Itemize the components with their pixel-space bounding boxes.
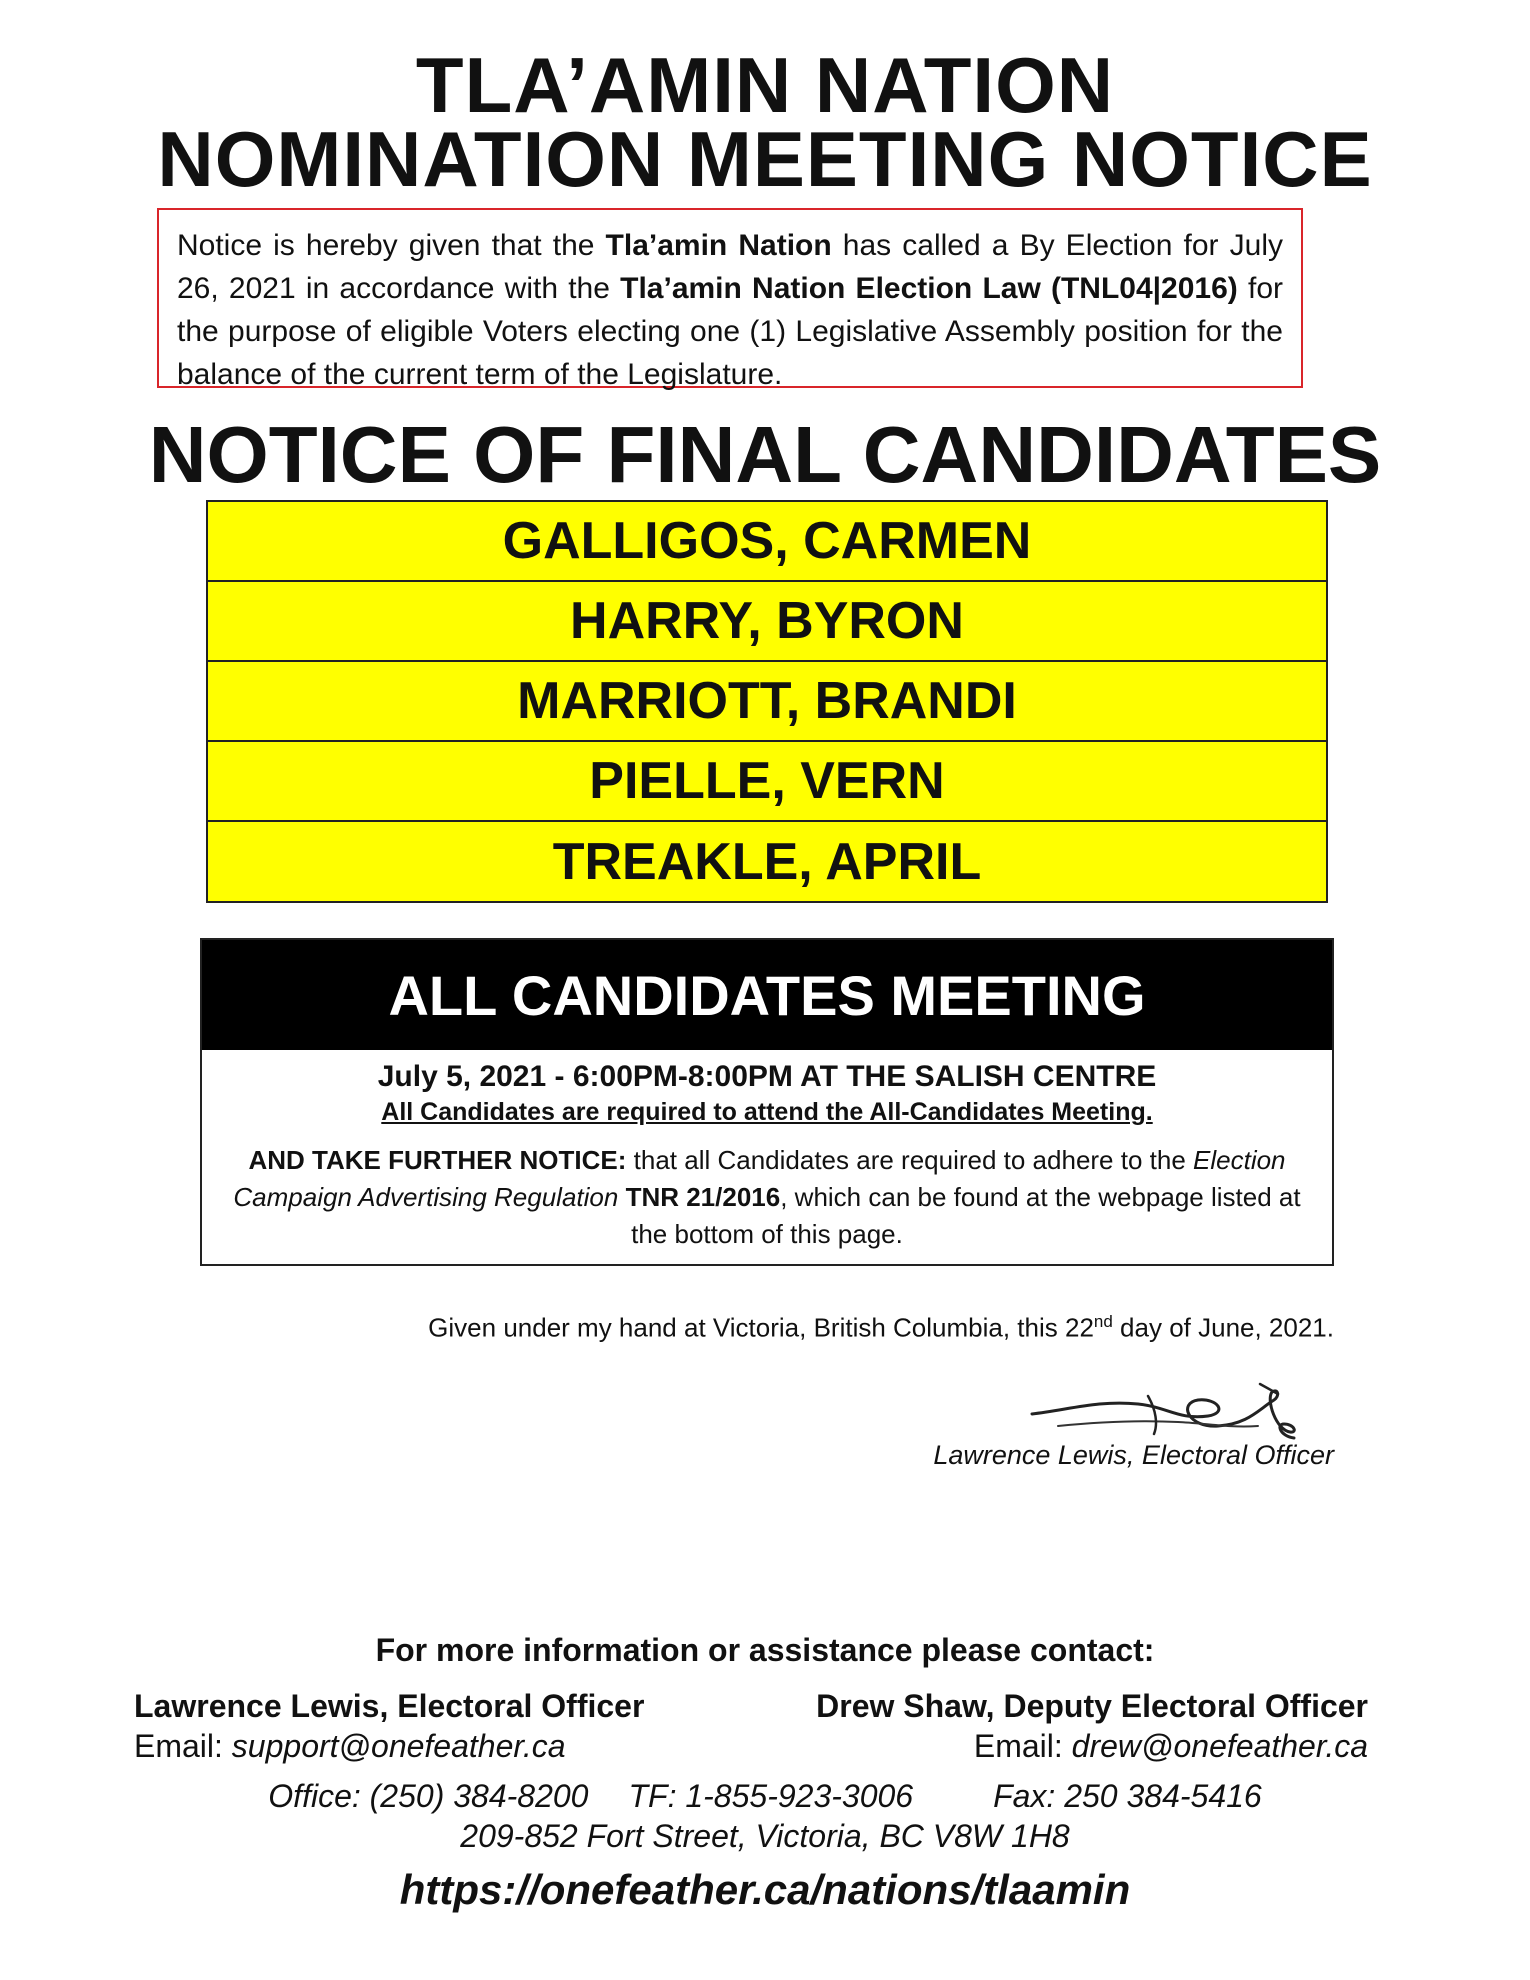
contact-right-email[interactable]: drew@onefeather.ca [1071, 1728, 1368, 1764]
contact-right-name: Drew Shaw, Deputy Electoral Officer [816, 1688, 1368, 1724]
candidate-row: TREAKLE, APRIL [208, 822, 1326, 901]
candidate-row: PIELLE, VERN [208, 742, 1326, 822]
contact-left [134, 1686, 644, 1766]
further-space [618, 1182, 625, 1212]
meeting-datetime: July 5, 2021 - 6:00PM-8:00PM AT THE SALISH CENTRE [377, 1060, 1157, 1093]
title-line-1: TLA’AMIN NATION [415, 41, 1115, 129]
fax-number: Fax: 250 384-5416 [993, 1778, 1262, 1814]
contact-left-email-label: Email: [134, 1728, 232, 1764]
notice-text-3: for the purpose of eligible Voters electing one (1) Legislative Assembly position for the balance of the current term of the Legislature. [177, 272, 1284, 391]
contact-left-email[interactable]: support@onefeather.ca [231, 1728, 566, 1764]
given-statement [428, 1305, 1334, 1345]
meeting-heading: ALL CANDIDATES MEETING [202, 940, 1332, 1050]
signature-name: Lawrence Lewis, Electoral Officer [933, 1440, 1334, 1470]
given-text-before: Given under my hand at Victoria, British Columbia, this 22 [428, 1312, 1094, 1343]
title-line-2: NOMINATION MEETING NOTICE [157, 115, 1373, 203]
office-address: 209-852 Fort Street, Victoria, BC V8W 1H8 [460, 1818, 1070, 1854]
contact-left-email-line [134, 1726, 644, 1766]
notice-bold-nation: Tla’amin Nation [605, 229, 832, 262]
office-phone: Office: (250) 384-8200 [268, 1778, 589, 1814]
given-text-after: day of June, 2021. [1112, 1312, 1334, 1343]
contact-right [816, 1686, 1368, 1766]
further-text-2: , which can be found at the webpage listed at the bottom of this page. [631, 1182, 1301, 1249]
election-notice-box [157, 208, 1303, 391]
meeting-required-note: All Candidates are required to attend the All-Candidates Meeting. [381, 1098, 1153, 1126]
contact-right-email-label: Email: [973, 1728, 1072, 1764]
contact-heading: For more information or assistance please contact: [375, 1632, 1155, 1668]
further-notice-label: AND TAKE FURTHER NOTICE: [248, 1145, 627, 1175]
further-regulation-name: Election Campaign Advertising Regulation [233, 1145, 1286, 1212]
further-notice [222, 1142, 1312, 1253]
further-text-1: that all Candidates are required to adhere to the [626, 1145, 1194, 1175]
contact-left-name: Lawrence Lewis, Electoral Officer [134, 1688, 645, 1724]
office-info [0, 1776, 1530, 1856]
toll-free-phone: TF: 1-855-923-3006 [628, 1778, 914, 1814]
candidates-table [206, 500, 1328, 903]
candidate-row: HARRY, BYRON [208, 582, 1326, 662]
notice-bold-law: Tla’amin Nation Election Law (TNL04|2016) [620, 272, 1238, 305]
candidates-meeting-box [200, 938, 1334, 1266]
contact-right-email-line [816, 1726, 1368, 1766]
notice-text-1: Notice is hereby given that the [177, 229, 606, 262]
candidate-row: MARRIOTT, BRANDI [208, 662, 1326, 742]
further-regulation-code: TNR 21/2016 [625, 1182, 781, 1212]
given-superscript: nd [1093, 1312, 1113, 1331]
notice-text-2: has called a By Election for July 26, 2021 in accordance with the [177, 229, 1283, 305]
final-candidates-heading: NOTICE OF FINAL CANDIDATES [148, 410, 1382, 499]
website-link[interactable]: https://onefeather.ca/nations/tlaamin [399, 1866, 1131, 1913]
candidate-row: GALLIGOS, CARMEN [208, 502, 1326, 582]
